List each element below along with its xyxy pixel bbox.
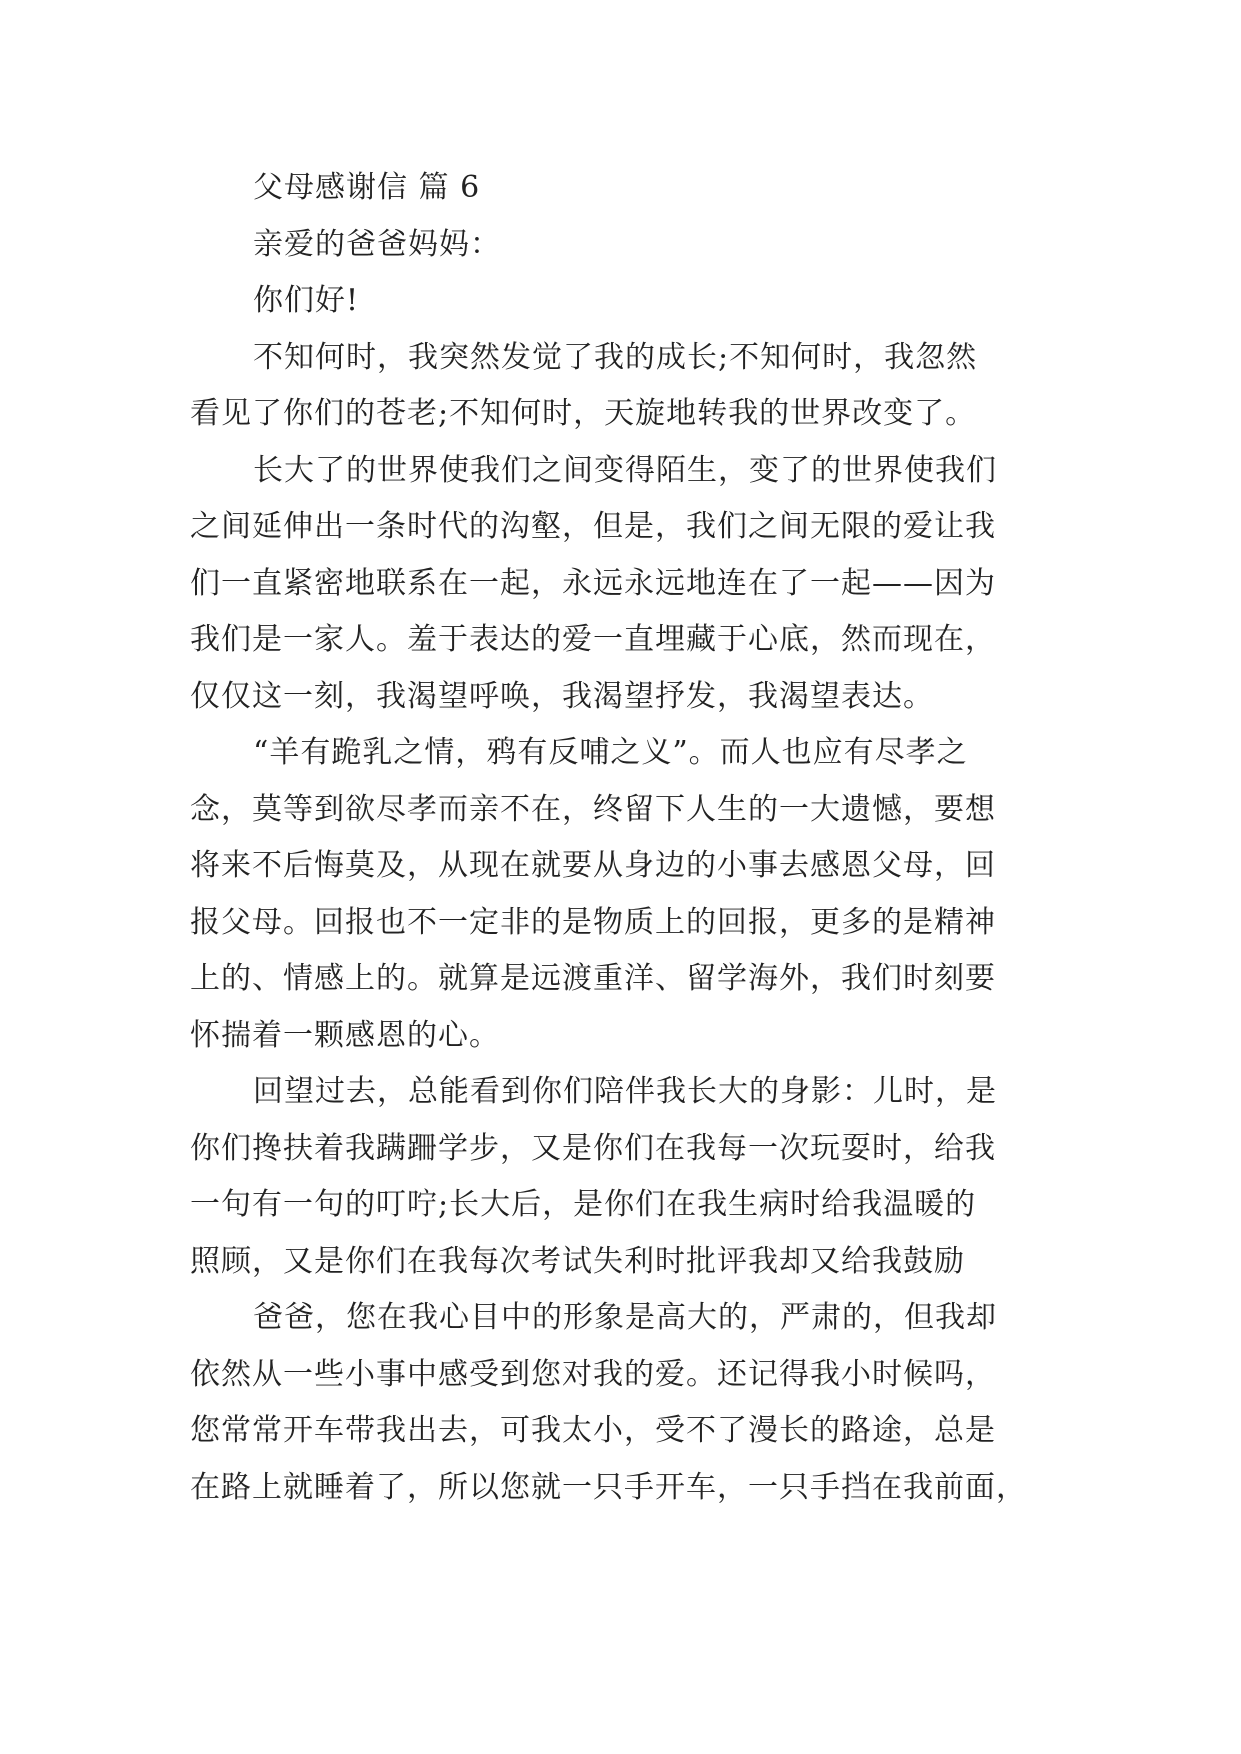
- text-line: 仅仅这一刻，我渴望呼唤，我渴望抒发，我渴望表达。: [190, 678, 934, 714]
- text-line: 您常常开车带我出去，可我太小，受不了漫长的路途，总是: [190, 1413, 996, 1448]
- text-line: 我们是一家人。羞于表达的爱一直埋藏于心底，然而现在，: [190, 622, 996, 657]
- letter-body: [190, 160, 1070, 1516]
- text-line: 将来不后悔莫及，从现在就要从身边的小事去感恩父母，回: [190, 848, 996, 883]
- text-line: 爸爸，您在我心目中的形象是高大的，严肃的，但我却: [253, 1300, 997, 1335]
- text-line: 依然从一些小事中感受到您对我的爱。还记得我小时候吗，: [190, 1356, 996, 1392]
- text-line: 报父母。回报也不一定非的是物质上的回报，更多的是精神: [190, 904, 996, 940]
- text-line: 亲爱的爸爸妈妈：: [253, 226, 501, 262]
- text-line: 你们好!: [253, 283, 360, 318]
- text-line: 怀揣着一颗感恩的心。: [190, 1017, 500, 1053]
- text-line: 回望过去，总能看到你们陪伴我长大的身影：儿时，是: [253, 1074, 997, 1109]
- text-line: 长大了的世界使我们之间变得陌生，变了的世界使我们: [253, 452, 997, 488]
- text-line: 照顾，又是你们在我每次考试失利时批评我却又给我鼓励: [190, 1243, 965, 1279]
- text-line: 们一直紧密地联系在一起，永远永远地连在了一起——因为: [190, 565, 996, 601]
- text-line: “羊有跪乳之情，鸦有反哺之义”。而人也应有尽孝之: [253, 735, 968, 770]
- letter-title: 父母感谢信 篇 6: [253, 170, 481, 205]
- text-line: 一句有一句的叮咛;长大后，是你们在我生病时给我温暖的: [190, 1187, 977, 1222]
- text-line: 之间延伸出一条时代的沟壑，但是，我们之间无限的爱让我: [190, 509, 996, 544]
- text-line: 你们搀扶着我蹒跚学步，又是你们在我每一次玩耍时，给我: [190, 1130, 996, 1166]
- text-line: 不知何时，我突然发觉了我的成长;不知何时，我忽然: [253, 339, 978, 375]
- text-line: 上的、情感上的。就算是远渡重洋、留学海外，我们时刻要: [190, 961, 996, 996]
- text-line: 看见了你们的苍老;不知何时，天旋地转我的世界改变了。: [190, 396, 977, 431]
- text-line: 在路上就睡着了，所以您就一只手开车，一只手挡在我前面，: [190, 1469, 1027, 1505]
- text-line: 念，莫等到欲尽孝而亲不在，终留下人生的一大遗憾，要想: [190, 791, 996, 827]
